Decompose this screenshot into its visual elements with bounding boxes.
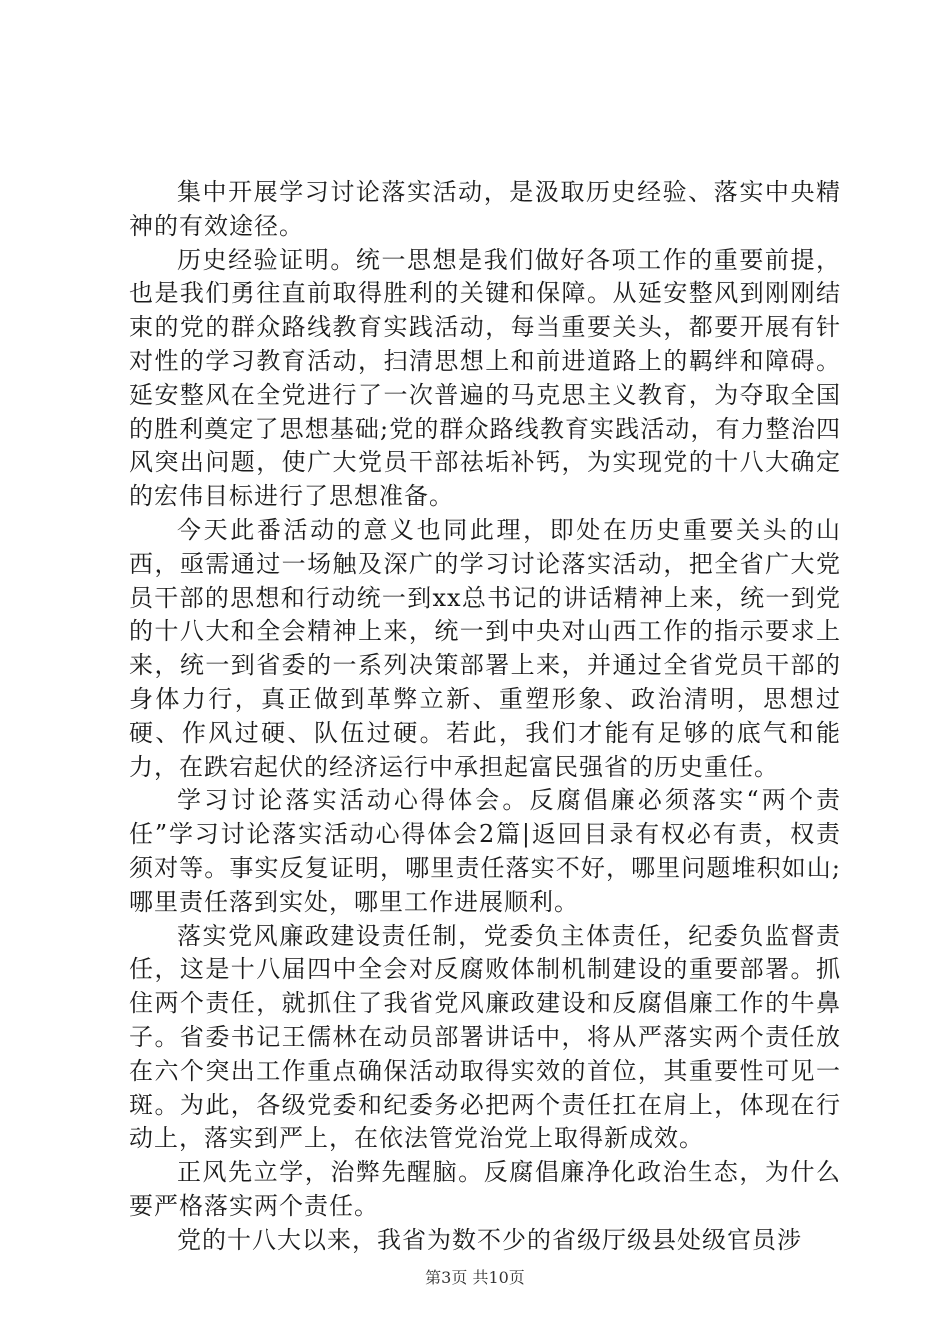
paragraph-1: 集中开展学习讨论落实活动，是汲取历史经验、落实中央精神的有效途径。 [129, 178, 841, 240]
paragraph-2: 历史经验证明。统一思想是我们做好各项工作的重要前提，也是我们勇往直前取得胜利的关键和保障。从延安整风到刚刚结束的党的群众路线教育实践活动，每当重要关头，都要开展有针对性的学习教育活动，扫清思想上和前进道路上的羁绊和障碍。延安整风在全党进行了一次普遍的马克思主义教育，为夺取全国的胜利奠定了思想基础;党的群众路线教育实践活动，有力整治四风突出问题，使广大党员干部祛垢补钙，为实现党的十八大确定的宏伟目标进行了思想准备。 [129, 245, 841, 511]
paragraph-3: 今天此番活动的意义也同此理，即处在历史重要关头的山西，亟需通过一场触及深广的学习讨论落实活动，把全省广大党员干部的思想和行动统一到xx总书记的讲话精神上来，统一到党的十八大和全会精神上来，统一到中央对山西工作的指示要求上来，统一到省委的一系列决策部署上来，并通过全省党员干部的身体力行，真正做到革弊立新、重塑形象、政治清明，思想过硬、作风过硬、队伍过硬。若此，我们才能有足够的底气和能力，在跌宕起伏的经济运行中承担起富民强省的历史重任。 [129, 515, 841, 781]
paragraph-4: 学习讨论落实活动心得体会。反腐倡廉必须落实“两个责任”学习讨论落实活动心得体会2篇|返回目录有权必有责，权责须对等。事实反复证明，哪里责任落实不好，哪里问题堆积如山;哪里责任落到实处，哪里工作进展顺利。 [129, 786, 841, 916]
paragraph-7: 党的十八大以来，我省为数不少的省级厅级县处级官员涉 [177, 1225, 802, 1254]
page-footer: 第3页 共10页 [425, 1268, 525, 1287]
document-body [129, 176, 841, 1258]
paragraph-6: 正风先立学，治弊先醒脑。反腐倡廉净化政治生态，为什么要严格落实两个责任。 [129, 1158, 841, 1220]
paragraph-5: 落实党风廉政建设责任制，党委负主体责任，纪委负监督责任，这是十八届四中全会对反腐败体制机制建设的重要部署。抓住两个责任，就抓住了我省党风廉政建设和反腐倡廉工作的牛鼻子。省委书记王儒林在动员部署讲话中，将从严落实两个责任放在六个突出工作重点确保活动取得实效的首位，其重要性可见一斑。为此，各级党委和纪委务必把两个责任扛在肩上，体现在行动上，落实到严上，在依法管党治党上取得新成效。 [129, 921, 841, 1153]
